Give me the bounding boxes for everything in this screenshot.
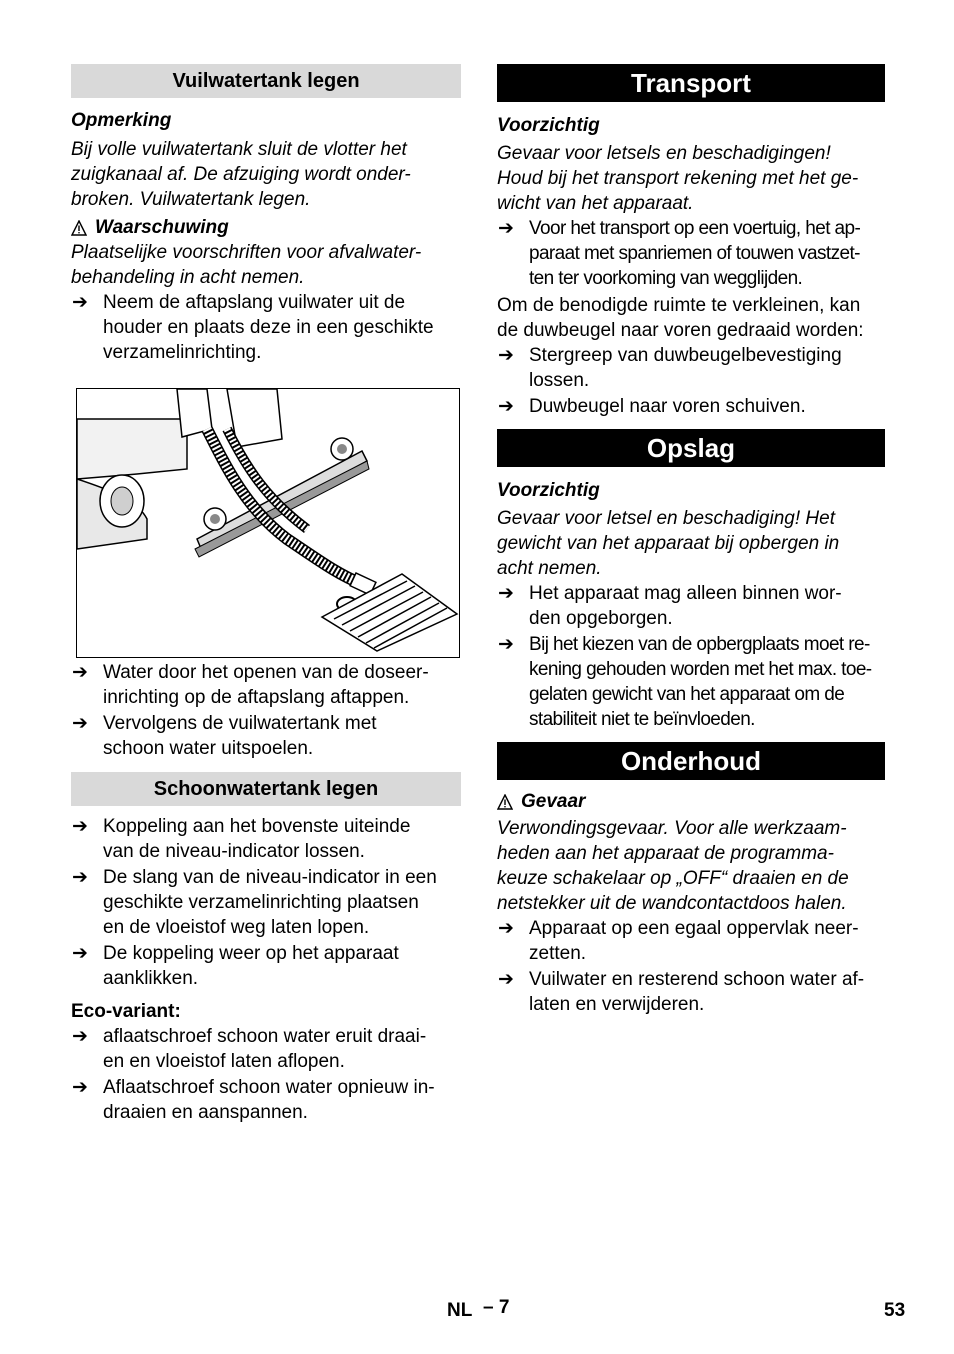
list-item: ➔ Koppeling aan het bovenste uiteinde van de niveau-indicator lossen. xyxy=(72,816,411,862)
gevaar-heading xyxy=(497,791,885,813)
waarschuwing-heading xyxy=(71,217,461,239)
gevaar-text: Verwondingsgevaar. Voor alle werkzaam- heden aan het apparaat de programma- keuze schakelaar op „OFF“ draaien en de netstekker uit de wandcontactdoos halen. xyxy=(497,818,849,914)
arrow-right-icon: ➔ xyxy=(72,816,88,837)
arrow-right-icon: ➔ xyxy=(72,867,88,888)
arrow-right-icon: ➔ xyxy=(498,969,514,990)
list-item: ➔ Bij het kiezen van de opbergplaats moet re- kening gehouden worden met het max. toe- gelaten gewicht van het apparaat om de stabiliteit niet te beïnvloeden. xyxy=(498,634,872,730)
list-item: ➔ Stergreep van duwbeugelbevestiging lossen. xyxy=(498,345,842,391)
list-item: ➔ De koppeling weer op het apparaat aanklikken. xyxy=(72,943,399,989)
arrow-right-icon: ➔ xyxy=(72,292,88,313)
list-item: ➔ Apparaat op een egaal oppervlak neer- zetten. xyxy=(498,918,859,964)
heading-vuilwatertank-legen: Vuilwatertank legen xyxy=(71,64,461,98)
label-waarschuwing: Waarschuwing xyxy=(95,217,229,238)
arrow-right-icon: ➔ xyxy=(72,1077,88,1098)
heading-schoonwatertank-legen: Schoonwatertank legen xyxy=(71,772,461,806)
right-column xyxy=(497,64,885,1017)
arrow-right-icon: ➔ xyxy=(498,634,514,655)
paragraph-duwbeugel: Om de benodigde ruimte te verkleinen, kan de duwbeugel naar voren gedraaid worden: xyxy=(497,295,864,341)
arrow-right-icon: ➔ xyxy=(72,1026,88,1047)
list-item: ➔ Voor het transport op een voertuig, het ap- paraat met spanriemen of touwen vastzet- ten ter voorkoming van wegglijden. xyxy=(498,218,861,289)
list-item: ➔ Vuilwater en resterend schoon water af- laten en verwijderen. xyxy=(498,969,865,1015)
left-column-lower xyxy=(71,660,461,1125)
list-item: ➔ Vervolgens de vuilwatertank met schoon water uitspoelen. xyxy=(72,713,377,759)
label-opmerking: Opmerking xyxy=(71,110,172,131)
voorzichtig-text: Gevaar voor letsels en beschadigingen! Houd bij het transport rekening met het ge- wicht van het apparaat. xyxy=(497,143,859,214)
list-item: ➔ Water door het openen van de doseer- inrichting op de aftapslang aftappen. xyxy=(72,662,429,708)
list-item: ➔ Duwbeugel naar voren schuiven. xyxy=(498,396,806,417)
arrow-right-icon: ➔ xyxy=(498,218,514,239)
footer-section-page: – 7 xyxy=(483,1297,510,1318)
arrow-right-icon: ➔ xyxy=(498,396,514,417)
heading-onderhoud: Onderhoud xyxy=(497,742,885,780)
left-column xyxy=(71,64,461,365)
list-item: ➔ aflaatschroef schoon water eruit draai- en en vloeistof laten aflopen. xyxy=(72,1026,427,1072)
arrow-right-icon: ➔ xyxy=(498,345,514,366)
arrow-right-icon: ➔ xyxy=(72,943,88,964)
label-voorzichtig: Voorzichtig xyxy=(497,115,600,136)
footer-page-number: 53 xyxy=(884,1300,906,1321)
list-item: ➔ Het apparaat mag alleen binnen wor- den opgeborgen. xyxy=(498,583,842,629)
footer-language: NL xyxy=(447,1300,473,1321)
list-item: ➔ Neem de aftapslang vuilwater uit de houder en plaats deze in een geschikte verzamelinrichting. xyxy=(72,292,434,363)
heading-transport: Transport xyxy=(497,64,885,102)
heading-opslag: Opslag xyxy=(497,429,885,467)
label-gevaar: Gevaar xyxy=(521,791,586,812)
label-voorzichtig: Voorzichtig xyxy=(497,480,600,501)
warning-triangle-icon xyxy=(71,220,87,236)
opmerking-text: Bij volle vuilwatertank sluit de vlotter het zuigkanaal af. De afzuiging wordt onder- broken. Vuilwatertank legen. xyxy=(71,139,411,210)
label-eco-variant: Eco-variant: xyxy=(71,1001,181,1022)
waarschuwing-text: Plaatselijke voorschriften voor afvalwater- behandeling in acht nemen. xyxy=(71,242,422,288)
machine-drain-illustration xyxy=(77,389,459,657)
arrow-right-icon: ➔ xyxy=(72,713,88,734)
arrow-right-icon: ➔ xyxy=(72,662,88,683)
arrow-right-icon: ➔ xyxy=(498,918,514,939)
list-item: ➔ De slang van de niveau-indicator in een geschikte verzamelinrichting plaatsen en de vloeistof weg laten lopen. xyxy=(72,867,437,938)
arrow-right-icon: ➔ xyxy=(498,583,514,604)
list-item: ➔ Aflaatschroef schoon water opnieuw in- draaien en aanspannen. xyxy=(72,1077,435,1123)
voorzichtig-text: Gevaar voor letsel en beschadiging! Het gewicht van het apparaat bij opbergen in acht nemen. xyxy=(497,508,840,579)
warning-triangle-icon xyxy=(497,794,513,810)
illustration-drain-hose xyxy=(76,388,460,658)
